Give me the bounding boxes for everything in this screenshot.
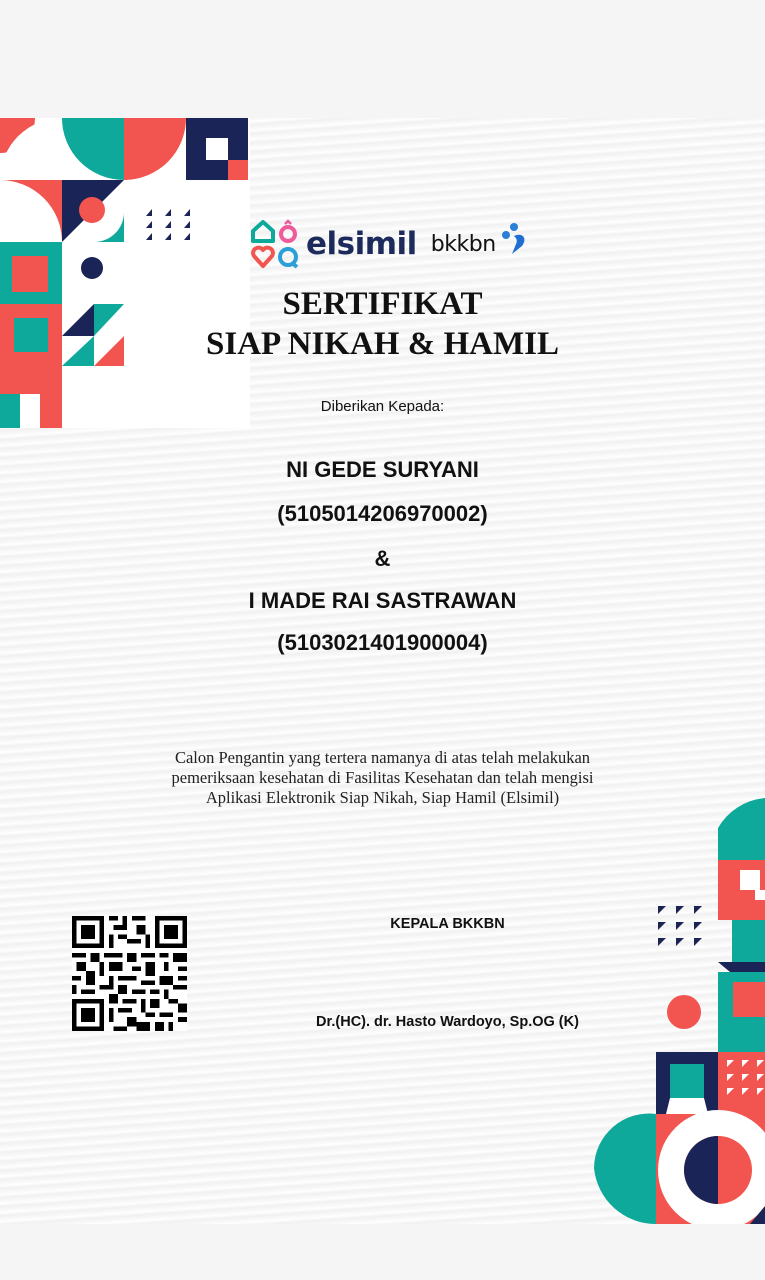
- title-line-1: SERTIFIKAT: [282, 286, 483, 322]
- recipient-2-id: (5103021401900004): [277, 630, 488, 655]
- title-line-2: SIAP NIKAH & HAMIL: [206, 326, 559, 362]
- elsimil-logo-icon: [250, 219, 300, 269]
- recipient-1-id: (5105014206970002): [277, 501, 488, 526]
- bkkbn-wordmark: bkkbn: [430, 231, 496, 257]
- certificate-statement: [0, 748, 765, 808]
- statement-line-1: Calon Pengantin yang tertera namanya di atas telah melakukan: [174, 748, 591, 767]
- geometric-pattern-bottom-right: [590, 798, 765, 1224]
- statement-line-2: pemeriksaan kesehatan di Fasilitas Kesehatan dan telah mengisi: [171, 768, 594, 787]
- recipient-2-name: I MADE RAI SASTRAWAN: [248, 588, 517, 613]
- certificate: [0, 118, 765, 1224]
- elsimil-wordmark: elsimil: [306, 226, 417, 262]
- statement-line-3: Aplikasi Elektronik Siap Nikah, Siap Hamil (Elsimil): [205, 788, 560, 807]
- signatory-name: Dr.(HC). dr. Hasto Wardoyo, Sp.OG (K): [316, 1014, 579, 1030]
- given-to-label: Diberikan Kepada:: [320, 398, 445, 415]
- certificate-title: [0, 284, 765, 364]
- qr-code-icon[interactable]: [72, 916, 187, 1031]
- ampersand: &: [374, 546, 391, 571]
- signatory-position: KEPALA BKKBN: [390, 916, 505, 932]
- recipient-1-name: NI GEDE SURYANI: [286, 457, 479, 482]
- bkkbn-logo-icon: [498, 222, 528, 256]
- logo-row: [250, 218, 528, 270]
- geometric-pattern-top-left: [0, 118, 250, 428]
